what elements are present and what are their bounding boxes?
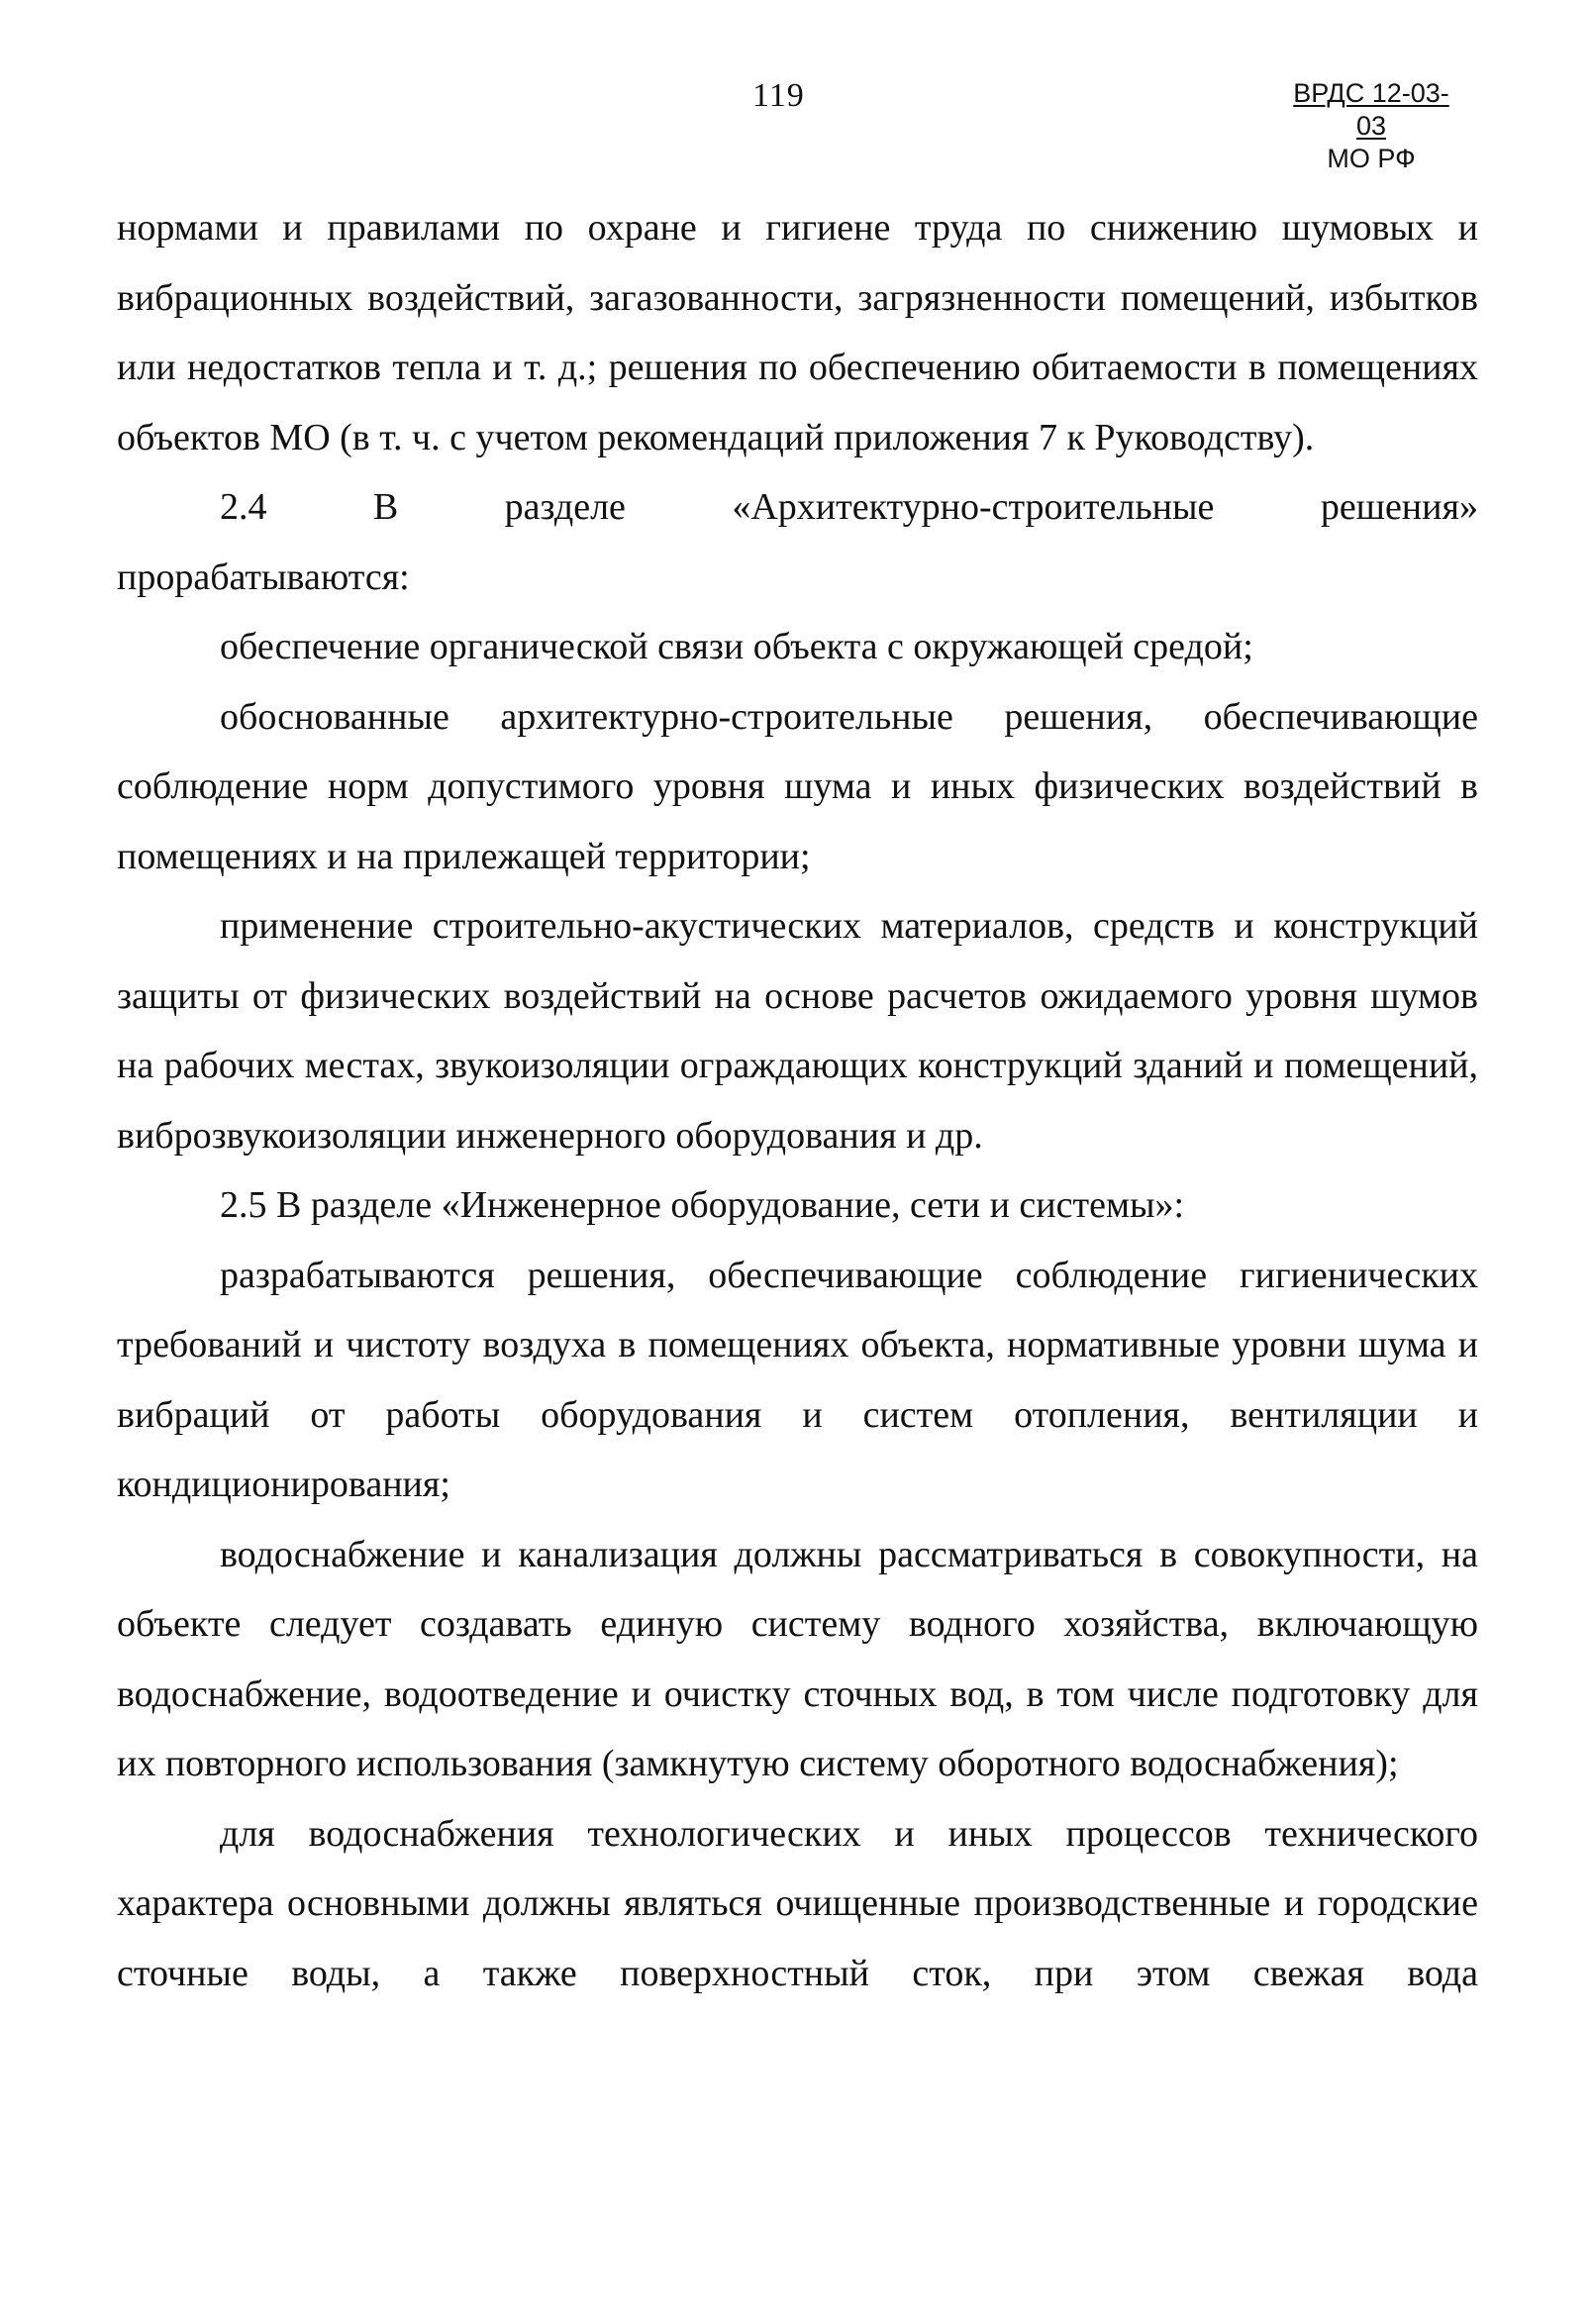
section-2-4-heading	[117, 472, 1478, 543]
paragraph-technical-water: для водоснабжения технологических и иных процессов технического характера основными должны являться очищенные производственные и городские сточные воды, а также поверхностный сток, при этом свежая вода	[117, 1812, 1478, 1994]
heading-word-decisions: решения»	[1320, 486, 1478, 528]
heading-title: «Архитектурно-строительные	[732, 486, 1215, 528]
section-2-5-heading: 2.5 В разделе «Инженерное оборудование, сети и системы»:	[220, 1184, 1185, 1226]
paragraph-water-supply: водоснабжение и канализация должны рассматриваться в совокупности, на объекте следует создавать единую систему водного хозяйства, включающую водоснабжение, водоотведение и очистку сточных вод, в том числе подготовку для их повторного использования (замкнутую систему оборотного водоснабжения);	[117, 1533, 1478, 1784]
paragraph-continuation: нормами и правилами по охране и гигиене труда по снижению шумовых и вибрационных воздействий, загазованности, загрязненности помещений, избытков или недостатков тепла и т. д.; решения по обеспечению обитаемости в помещениях объектов МО (в т. ч. с учетом рекомендаций приложения 7 к Руководству).	[117, 207, 1478, 458]
document-code: ВРДС 12-03-03	[1293, 78, 1449, 141]
paragraph-engineering-solutions: разрабатываются решения, обеспечивающие соблюдение гигиенических требований и чистоту воздуха в помещениях объекта, нормативные уровни шума и вибраций от работы оборудования и систем отопления, вентиляции и кондиционирования;	[117, 1254, 1478, 1505]
paragraph-justified-solutions: обоснованные архитектурно-строительные решения, обеспечивающие соблюдение норм допустимого уровня шума и иных физических воздействий в помещениях и на прилежащей территории;	[117, 695, 1478, 877]
organization-label: МО РФ	[1327, 144, 1416, 173]
document-code-block	[1287, 77, 1455, 175]
section-number: 2.4	[220, 486, 267, 528]
body-text	[117, 193, 1478, 2008]
paragraph-organic-link: обеспечение органической связи объекта с окружающей средой;	[220, 626, 1253, 667]
section-2-4-lead: прорабатываются:	[117, 556, 410, 598]
paragraph-acoustic-materials: применение строительно-акустических материалов, средств и конструкций защиты от физических воздействий на основе расчетов ожидаемого уровня шумов на рабочих местах, звукоизоляции ограждающих конструкций зданий и помещений, виброзвукоизоляции инженерного оборудования и др.	[117, 905, 1478, 1157]
heading-word-in: В	[372, 486, 399, 528]
heading-word-section: разделе	[504, 486, 626, 528]
page-number: 119	[752, 77, 805, 114]
